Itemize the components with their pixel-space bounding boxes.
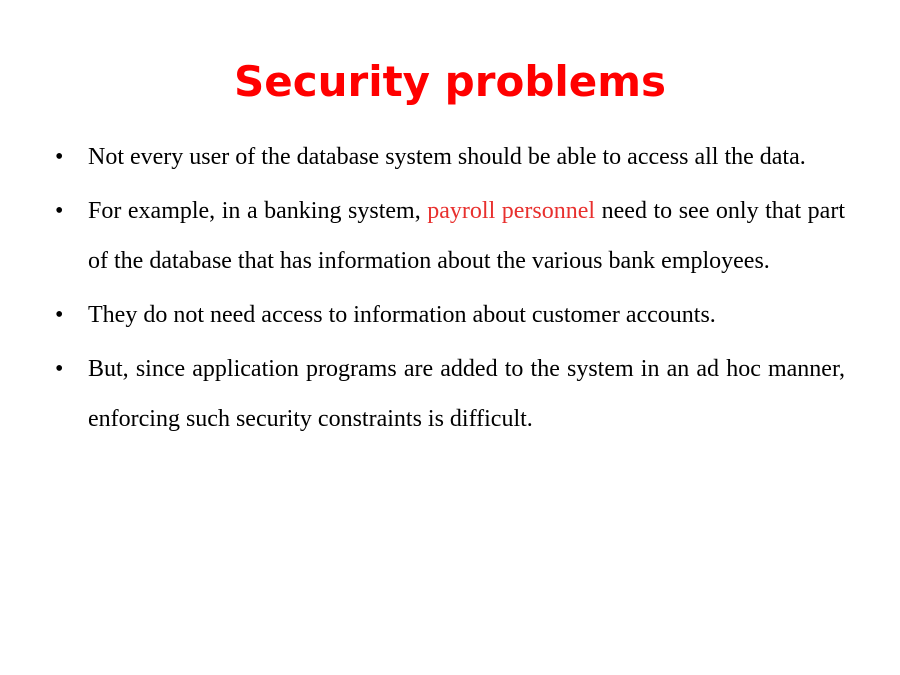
bullet-text bbox=[88, 132, 845, 182]
bullet-icon: • bbox=[55, 144, 64, 170]
bullet-item bbox=[55, 186, 845, 286]
bullet-item bbox=[55, 344, 845, 444]
bullet-segment: They do not need access to information about customer accounts. bbox=[88, 302, 716, 328]
bullet-segment: need to see only that part of the database that has information about the various bank employees. bbox=[88, 198, 845, 274]
bullet-icon: • bbox=[55, 198, 64, 224]
bullet-icon: • bbox=[55, 302, 64, 328]
bullet-segment: For example, in a banking system, bbox=[88, 198, 428, 224]
slide-title: Security problems bbox=[233, 57, 667, 106]
bullet-text bbox=[88, 290, 845, 340]
bullet-item bbox=[55, 132, 845, 182]
bullet-text bbox=[88, 344, 845, 444]
highlighted-term: payroll personnel bbox=[427, 198, 596, 224]
bullet-segment: Not every user of the database system should be able to access all the data. bbox=[88, 144, 806, 170]
bullet-segment: But, since application programs are added to the system in an ad hoc manner, enforcing such security constraints is difficult. bbox=[88, 356, 845, 432]
bullet-list bbox=[55, 132, 845, 448]
bullet-item bbox=[55, 290, 845, 340]
bullet-text bbox=[88, 186, 845, 286]
bullet-icon: • bbox=[55, 356, 64, 382]
